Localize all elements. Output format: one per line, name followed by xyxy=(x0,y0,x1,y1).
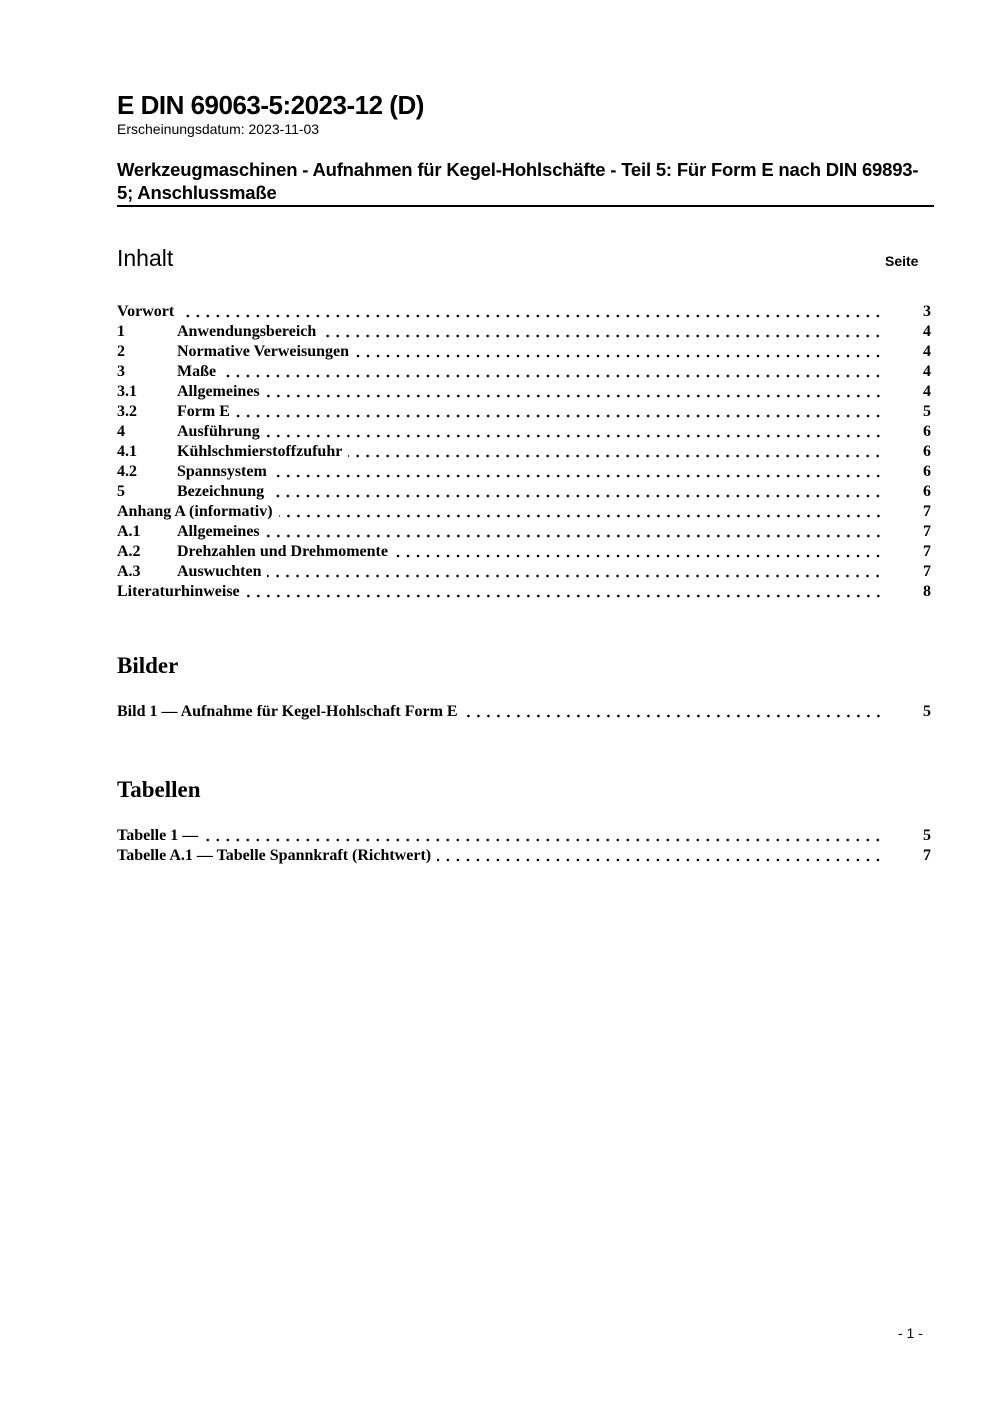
entry-page: 4 xyxy=(923,343,931,360)
entry-label: Allgemeines xyxy=(177,383,260,400)
toc-entry[interactable] xyxy=(117,523,931,543)
title-divider xyxy=(117,205,934,207)
publication-date: Erscheinungsdatum: 2023-11-03 xyxy=(117,121,320,137)
page-number: - 1 - xyxy=(898,1325,923,1341)
page-column-label: Seite xyxy=(885,253,919,269)
entry-page: 6 xyxy=(923,483,931,500)
entry-number: 4 xyxy=(117,423,125,440)
entry-label: Maße xyxy=(177,363,217,380)
entry-page: 5 xyxy=(923,403,931,420)
dot-leader xyxy=(464,714,883,718)
figures-heading: Bilder xyxy=(117,653,179,678)
toc-entry[interactable] xyxy=(117,483,931,503)
entry-label: Literaturhinweise xyxy=(117,583,240,600)
toc-entry[interactable] xyxy=(117,563,931,583)
entry-number: 4.2 xyxy=(117,463,137,480)
dot-leader xyxy=(437,858,883,862)
dot-leader xyxy=(204,838,883,842)
entry-page: 4 xyxy=(923,383,931,400)
entry-page: 7 xyxy=(923,563,931,580)
toc-entry[interactable] xyxy=(117,403,931,423)
toc-entry[interactable] xyxy=(117,503,931,523)
entry-page: 5 xyxy=(923,827,931,844)
toc-list xyxy=(117,303,931,603)
entry-label: Ausführung xyxy=(177,423,260,440)
entry-page: 4 xyxy=(923,323,931,340)
entry-page: 5 xyxy=(923,703,931,720)
entry-number: 2 xyxy=(117,343,125,360)
dot-leader xyxy=(273,474,883,478)
toc-entry[interactable] xyxy=(117,303,931,323)
entry-label: Vorwort xyxy=(117,303,175,320)
dot-leader xyxy=(394,554,883,558)
entry-number: 4.1 xyxy=(117,443,137,460)
dot-leader xyxy=(355,354,883,358)
entry-label: Anwendungsbereich xyxy=(177,323,317,340)
entry-label: Normative Verweisungen xyxy=(177,343,349,360)
toc-entry[interactable] xyxy=(117,323,931,343)
entry-label: Allgemeines xyxy=(177,523,260,540)
toc-entry[interactable] xyxy=(117,363,931,383)
entry-page: 6 xyxy=(923,443,931,460)
dot-leader xyxy=(270,494,883,498)
dot-leader xyxy=(267,574,883,578)
document-id: E DIN 69063-5:2023-12 (D) xyxy=(117,90,424,120)
entry-page: 4 xyxy=(923,363,931,380)
toc-heading: Inhalt xyxy=(117,245,174,271)
dot-leader xyxy=(246,594,883,598)
dot-leader xyxy=(322,334,883,338)
dot-leader xyxy=(266,394,883,398)
entry-page: 7 xyxy=(923,847,931,864)
dot-leader xyxy=(348,454,883,458)
toc-entry[interactable] xyxy=(117,423,931,443)
entry-page: 7 xyxy=(923,543,931,560)
tables-heading: Tabellen xyxy=(117,777,201,802)
toc-entry[interactable] xyxy=(117,827,931,847)
entry-number: 1 xyxy=(117,323,125,340)
toc-entry[interactable] xyxy=(117,383,931,403)
entry-label: Bild 1 — Aufnahme für Kegel-Hohlschaft Form E xyxy=(117,703,458,720)
entry-page: 7 xyxy=(923,503,931,520)
entry-page: 3 xyxy=(923,303,931,320)
dot-leader xyxy=(266,434,883,438)
entry-number: A.3 xyxy=(117,563,141,580)
toc-entry[interactable] xyxy=(117,703,931,723)
dot-leader xyxy=(180,314,883,318)
entry-number: A.1 xyxy=(117,523,141,540)
dot-leader xyxy=(222,374,883,378)
dot-leader xyxy=(236,414,883,418)
toc-entry[interactable] xyxy=(117,583,931,603)
entry-label: Form E xyxy=(177,403,230,420)
toc-entry[interactable] xyxy=(117,543,931,563)
entry-page: 7 xyxy=(923,523,931,540)
entry-label: Spannsystem xyxy=(177,463,267,480)
entry-label: Kühlschmierstoffzufuhr xyxy=(177,443,343,460)
entry-number: 3.2 xyxy=(117,403,137,420)
tables-list xyxy=(117,827,931,867)
toc-entry[interactable] xyxy=(117,443,931,463)
toc-entry[interactable] xyxy=(117,463,931,483)
toc-entry[interactable] xyxy=(117,847,931,867)
dot-leader xyxy=(266,534,883,538)
entry-number: 5 xyxy=(117,483,125,500)
dot-leader xyxy=(279,514,883,518)
entry-label: Tabelle A.1 — Tabelle Spannkraft (Richtwert) xyxy=(117,847,432,864)
entry-page: 8 xyxy=(923,583,931,600)
entry-number: A.2 xyxy=(117,543,141,560)
entry-page: 6 xyxy=(923,423,931,440)
toc-entry[interactable] xyxy=(117,343,931,363)
entry-label: Tabelle 1 — xyxy=(117,827,199,844)
entry-label: Anhang A (informativ) xyxy=(117,503,273,520)
entry-page: 6 xyxy=(923,463,931,480)
entry-number: 3.1 xyxy=(117,383,137,400)
entry-label: Bezeichnung xyxy=(177,483,265,500)
document-title: Werkzeugmaschinen - Aufnahmen für Kegel-Hohlschäfte - Teil 5: Für Form E nach DIN 69893-5; Anschlussmaße xyxy=(117,159,919,203)
entry-label: Auswuchten xyxy=(177,563,262,580)
figures-list xyxy=(117,703,931,723)
entry-label: Drehzahlen und Drehmomente xyxy=(177,543,388,560)
entry-number: 3 xyxy=(117,363,125,380)
